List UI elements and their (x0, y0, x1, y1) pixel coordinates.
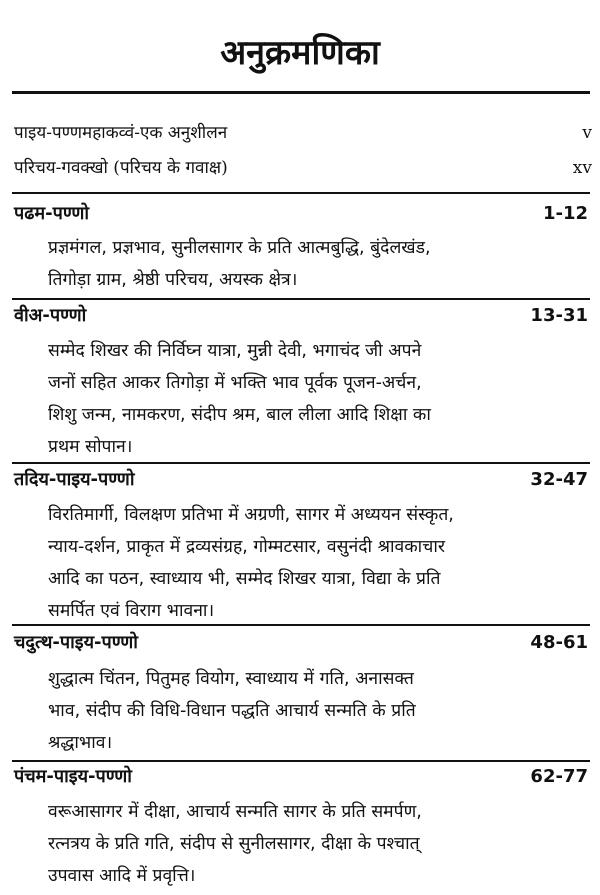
chapter-title: तदिय-पाइय-पण्णो (14, 469, 135, 490)
chapter-pages: 62-77 (530, 766, 588, 787)
chapter-summary (48, 232, 588, 296)
summary-line: उपवास आदि में प्रवृत्ति। (48, 866, 196, 886)
summary-line: समर्पित एवं विराग भावना। (48, 601, 215, 621)
summary-line: शिशु जन्म, नामकरण, संदीप श्रम, बाल लीला आदि शिक्षा का (48, 405, 431, 425)
chapter-heading (14, 199, 588, 229)
summary-line: प्रथम सोपान। (48, 437, 133, 457)
section-divider (12, 624, 590, 626)
chapter-summary (48, 663, 588, 759)
section-divider (12, 192, 590, 194)
prelim-entry-title: परिचय-गवक्खो (परिचय के गवाक्ष) (14, 158, 228, 178)
chapter-title: वीअ-पण्णो (14, 305, 87, 326)
chapter-heading (14, 465, 588, 495)
prelim-entry-title: पाइय-पण्णमहाकव्वं-एक अनुशीलन (14, 123, 228, 143)
summary-line: न्याय-दर्शन, प्राकृत में द्रव्यसंग्रह, गोम्मटसार, वसुनंदी श्रावकाचार (48, 537, 446, 557)
chapter-pages: 1-12 (542, 203, 588, 224)
summary-line: रत्नत्रय के प्रति गति, संदीप से सुनीलसागर, दीक्षा के पश्चात् (48, 834, 420, 854)
summary-line: वरूआसागर में दीक्षा, आचार्य सन्मति सागर के प्रति समर्पण, (48, 802, 422, 822)
chapter-heading (14, 301, 588, 331)
summary-line: श्रद्धाभाव। (48, 733, 113, 753)
chapter-pages: 13-31 (530, 305, 588, 326)
chapter-title: चदुत्थ-पाइय-पण्णो (14, 632, 138, 653)
summary-line: तिगोड़ा ग्राम, श्रेष्ठी परिचय, अयस्क क्षेत्र। (48, 270, 298, 290)
chapter-title: पढम-पण्णो (14, 203, 90, 224)
title-divider (12, 91, 590, 94)
summary-line: भाव, संदीप की विधि-विधान पद्धति आचार्य सन्मति के प्रति (48, 701, 416, 721)
summary-line: आदि का पठन, स्वाध्याय भी, सम्मेद शिखर यात्रा, विद्या के प्रति (48, 569, 441, 589)
section-divider (12, 462, 590, 464)
summary-line: जनों सहित आकर तिगोड़ा में भक्ति भाव पूर्वक पूजन-अर्चन, (48, 373, 422, 393)
summary-line: प्रज्ञमंगल, प्रज्ञभाव, सुनीलसागर के प्रति आत्मबुद्धि, बुंदेलखंड, (48, 238, 431, 258)
chapter-title: पंचम-पाइय-पण्णो (14, 766, 132, 787)
chapter-summary (48, 499, 588, 627)
section-divider (12, 298, 590, 300)
prelim-entry-page: v (582, 123, 592, 143)
prelim-entry-page: xv (572, 158, 592, 178)
chapter-heading (14, 762, 588, 792)
chapter-heading (14, 628, 588, 658)
chapter-pages: 32-47 (530, 469, 588, 490)
chapter-summary (48, 796, 588, 892)
summary-line: शुद्धात्म चिंतन, पितुमह वियोग, स्वाध्याय में गति, अनासक्त (48, 669, 414, 689)
summary-line: सम्मेद शिखर की निर्विघ्न यात्रा, मुन्नी देवी, भगाचंद जी अपने (48, 341, 422, 361)
page-title: अनुक्रमणिका (220, 33, 380, 73)
chapter-summary (48, 335, 588, 463)
chapter-pages: 48-61 (530, 632, 588, 653)
summary-line: विरतिमार्गी, विलक्षण प्रतिभा में अग्रणी, सागर में अध्ययन संस्कृत, (48, 505, 454, 525)
